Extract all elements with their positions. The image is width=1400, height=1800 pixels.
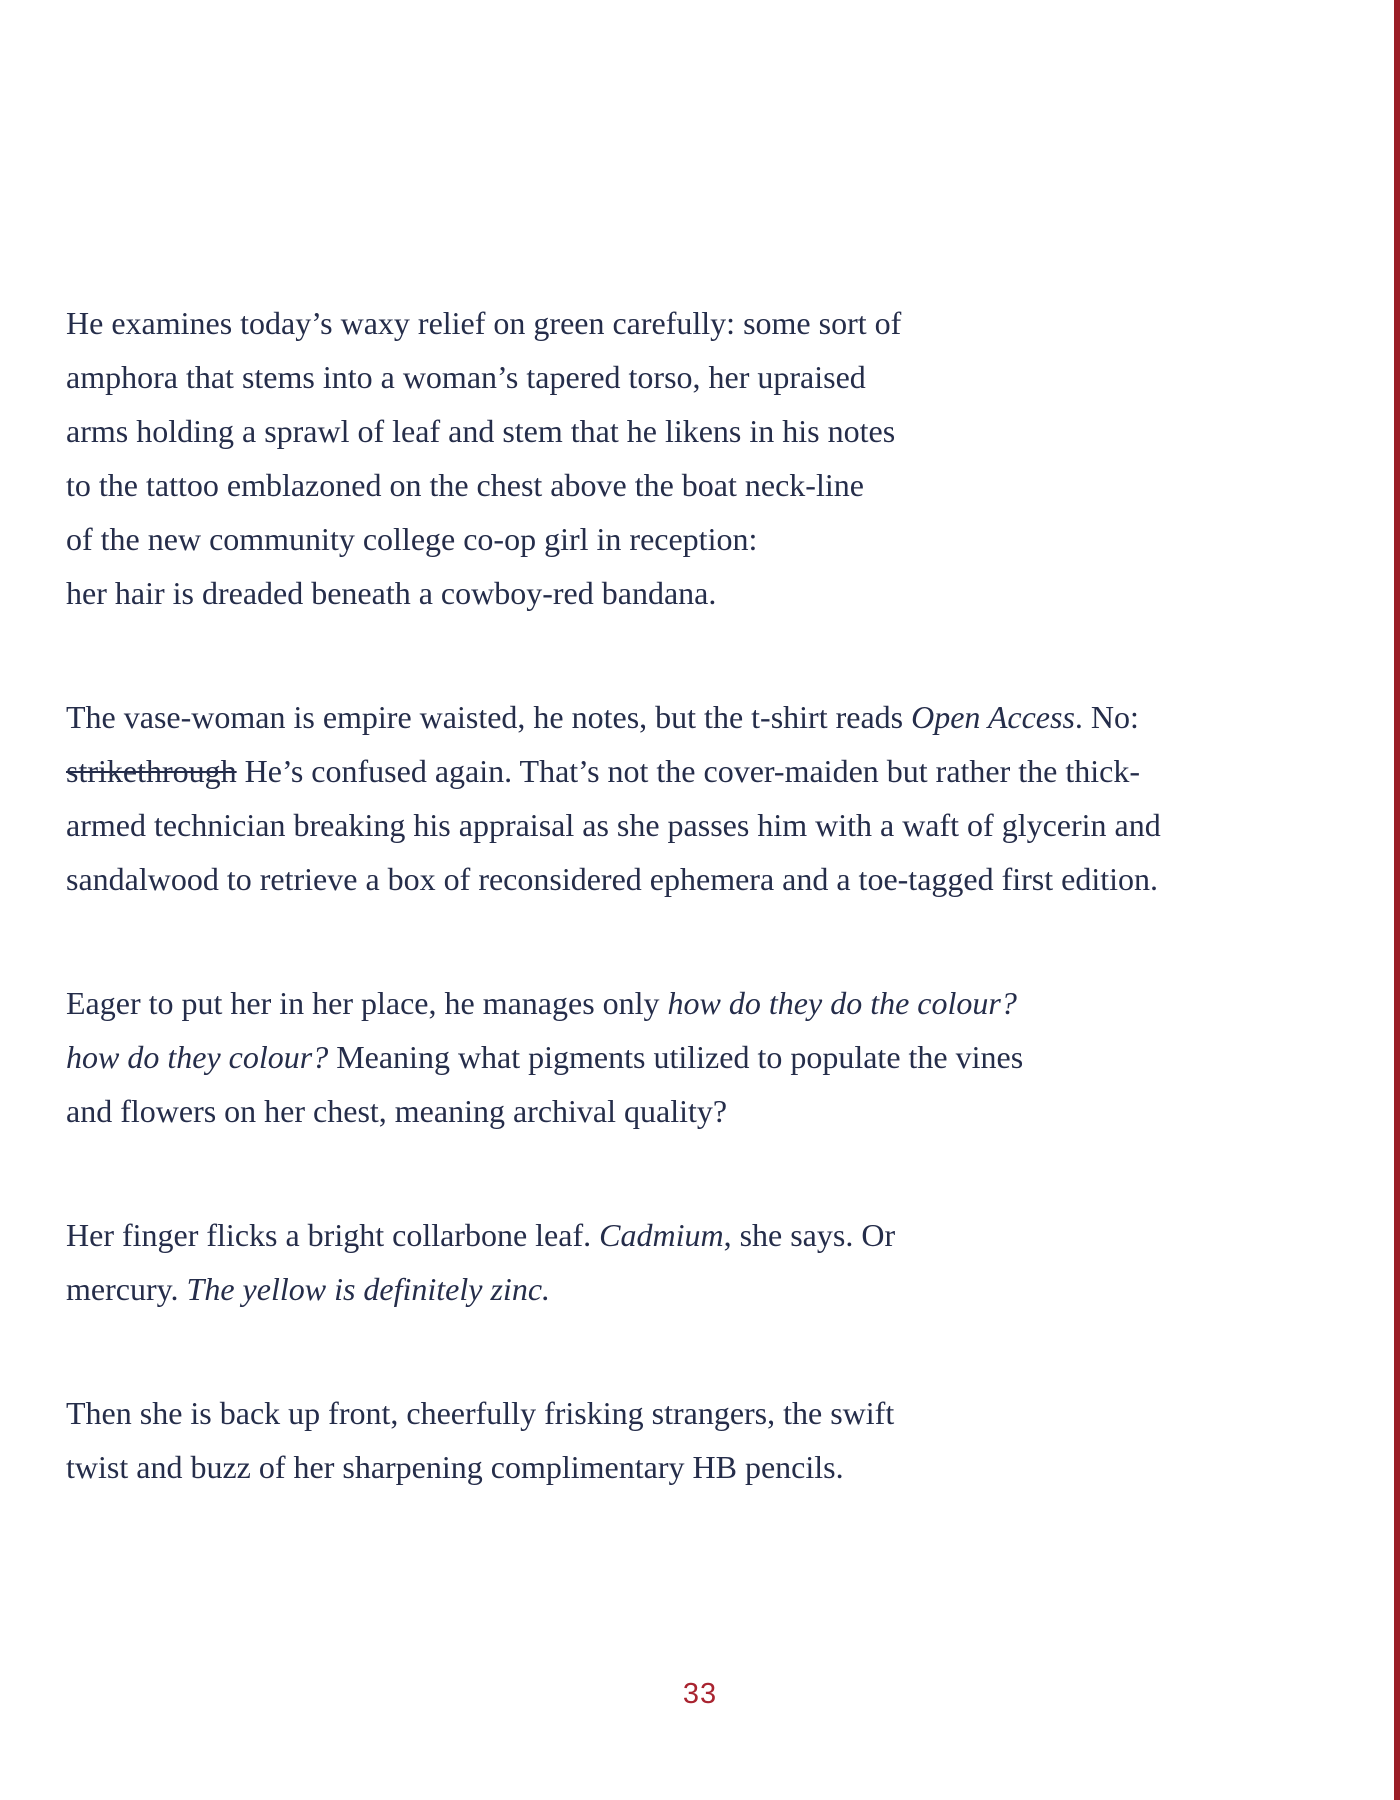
poem-line: [66, 1084, 1336, 1138]
text-run: Then she is back up front, cheerfully frisking strangers, the swift: [66, 1395, 895, 1431]
text-run: twist and buzz of her sharpening complimentary HB pencils.: [66, 1449, 844, 1485]
text-run: armed technician breaking his appraisal as she passes him with a waft of glycerin and: [66, 807, 1161, 843]
text-run: amphora that stems into a woman’s tapered torso, her upraised: [66, 359, 866, 395]
poem-line: [66, 744, 1336, 798]
italic-text-run: how do they colour?: [66, 1039, 329, 1075]
stanza: [66, 296, 1336, 620]
text-run: . No:: [1074, 699, 1139, 735]
poem-line: [66, 1440, 1336, 1494]
italic-text-run: The yellow is definitely zinc.: [186, 1271, 551, 1307]
stanza: [66, 690, 1336, 906]
stanza: [66, 976, 1336, 1138]
poem-line: [66, 1386, 1336, 1440]
stanza: [66, 1208, 1336, 1316]
italic-text-run: how do they do the colour?: [667, 985, 1017, 1021]
poem-line: [66, 512, 1336, 566]
poem-line: [66, 690, 1336, 744]
text-run: He examines today’s waxy relief on green carefully: some sort of: [66, 305, 902, 341]
stanza: [66, 1386, 1336, 1494]
struck-text-run: strikethrough: [66, 753, 237, 789]
poem-line: [66, 1262, 1336, 1316]
poem-line: [66, 404, 1336, 458]
poem-line: [66, 296, 1336, 350]
poem-line: [66, 852, 1336, 906]
poem-line: [66, 976, 1336, 1030]
text-run: Meaning what pigments utilized to populate the vines: [328, 1039, 1024, 1075]
italic-text-run: Cadmium: [599, 1217, 724, 1253]
text-run: arms holding a sprawl of leaf and stem that he likens in his notes: [66, 413, 896, 449]
text-run: Eager to put her in her place, he manages only: [66, 985, 668, 1021]
text-run: mercury.: [66, 1271, 187, 1307]
page-edge-accent-line: [1394, 0, 1400, 1800]
poem-line: [66, 458, 1336, 512]
text-run: and flowers on her chest, meaning archival quality?: [66, 1093, 728, 1129]
text-run: sandalwood to retrieve a box of reconsidered ephemera and a toe-tagged first edition.: [66, 861, 1159, 897]
text-run: to the tattoo emblazoned on the chest above the boat neck-line: [66, 467, 864, 503]
poem: [66, 296, 1336, 1564]
poem-line: [66, 350, 1336, 404]
text-run: of the new community college co-op girl in reception:: [66, 521, 758, 557]
poem-line: [66, 1208, 1336, 1262]
text-run: The vase-woman is empire waisted, he notes, but the t-shirt reads: [66, 699, 912, 735]
text-run: He’s confused again. That’s not the cover-maiden but rather the thick-: [236, 753, 1140, 789]
poem-line: [66, 798, 1336, 852]
text-run: Her finger flicks a bright collarbone leaf.: [66, 1217, 600, 1253]
page-number: 33: [682, 1678, 718, 1710]
text-run: her hair is dreaded beneath a cowboy-red bandana.: [66, 575, 717, 611]
poem-line: [66, 1030, 1336, 1084]
italic-text-run: Open Access: [911, 699, 1075, 735]
poem-line: [66, 566, 1336, 620]
text-run: , she says. Or: [723, 1217, 896, 1253]
